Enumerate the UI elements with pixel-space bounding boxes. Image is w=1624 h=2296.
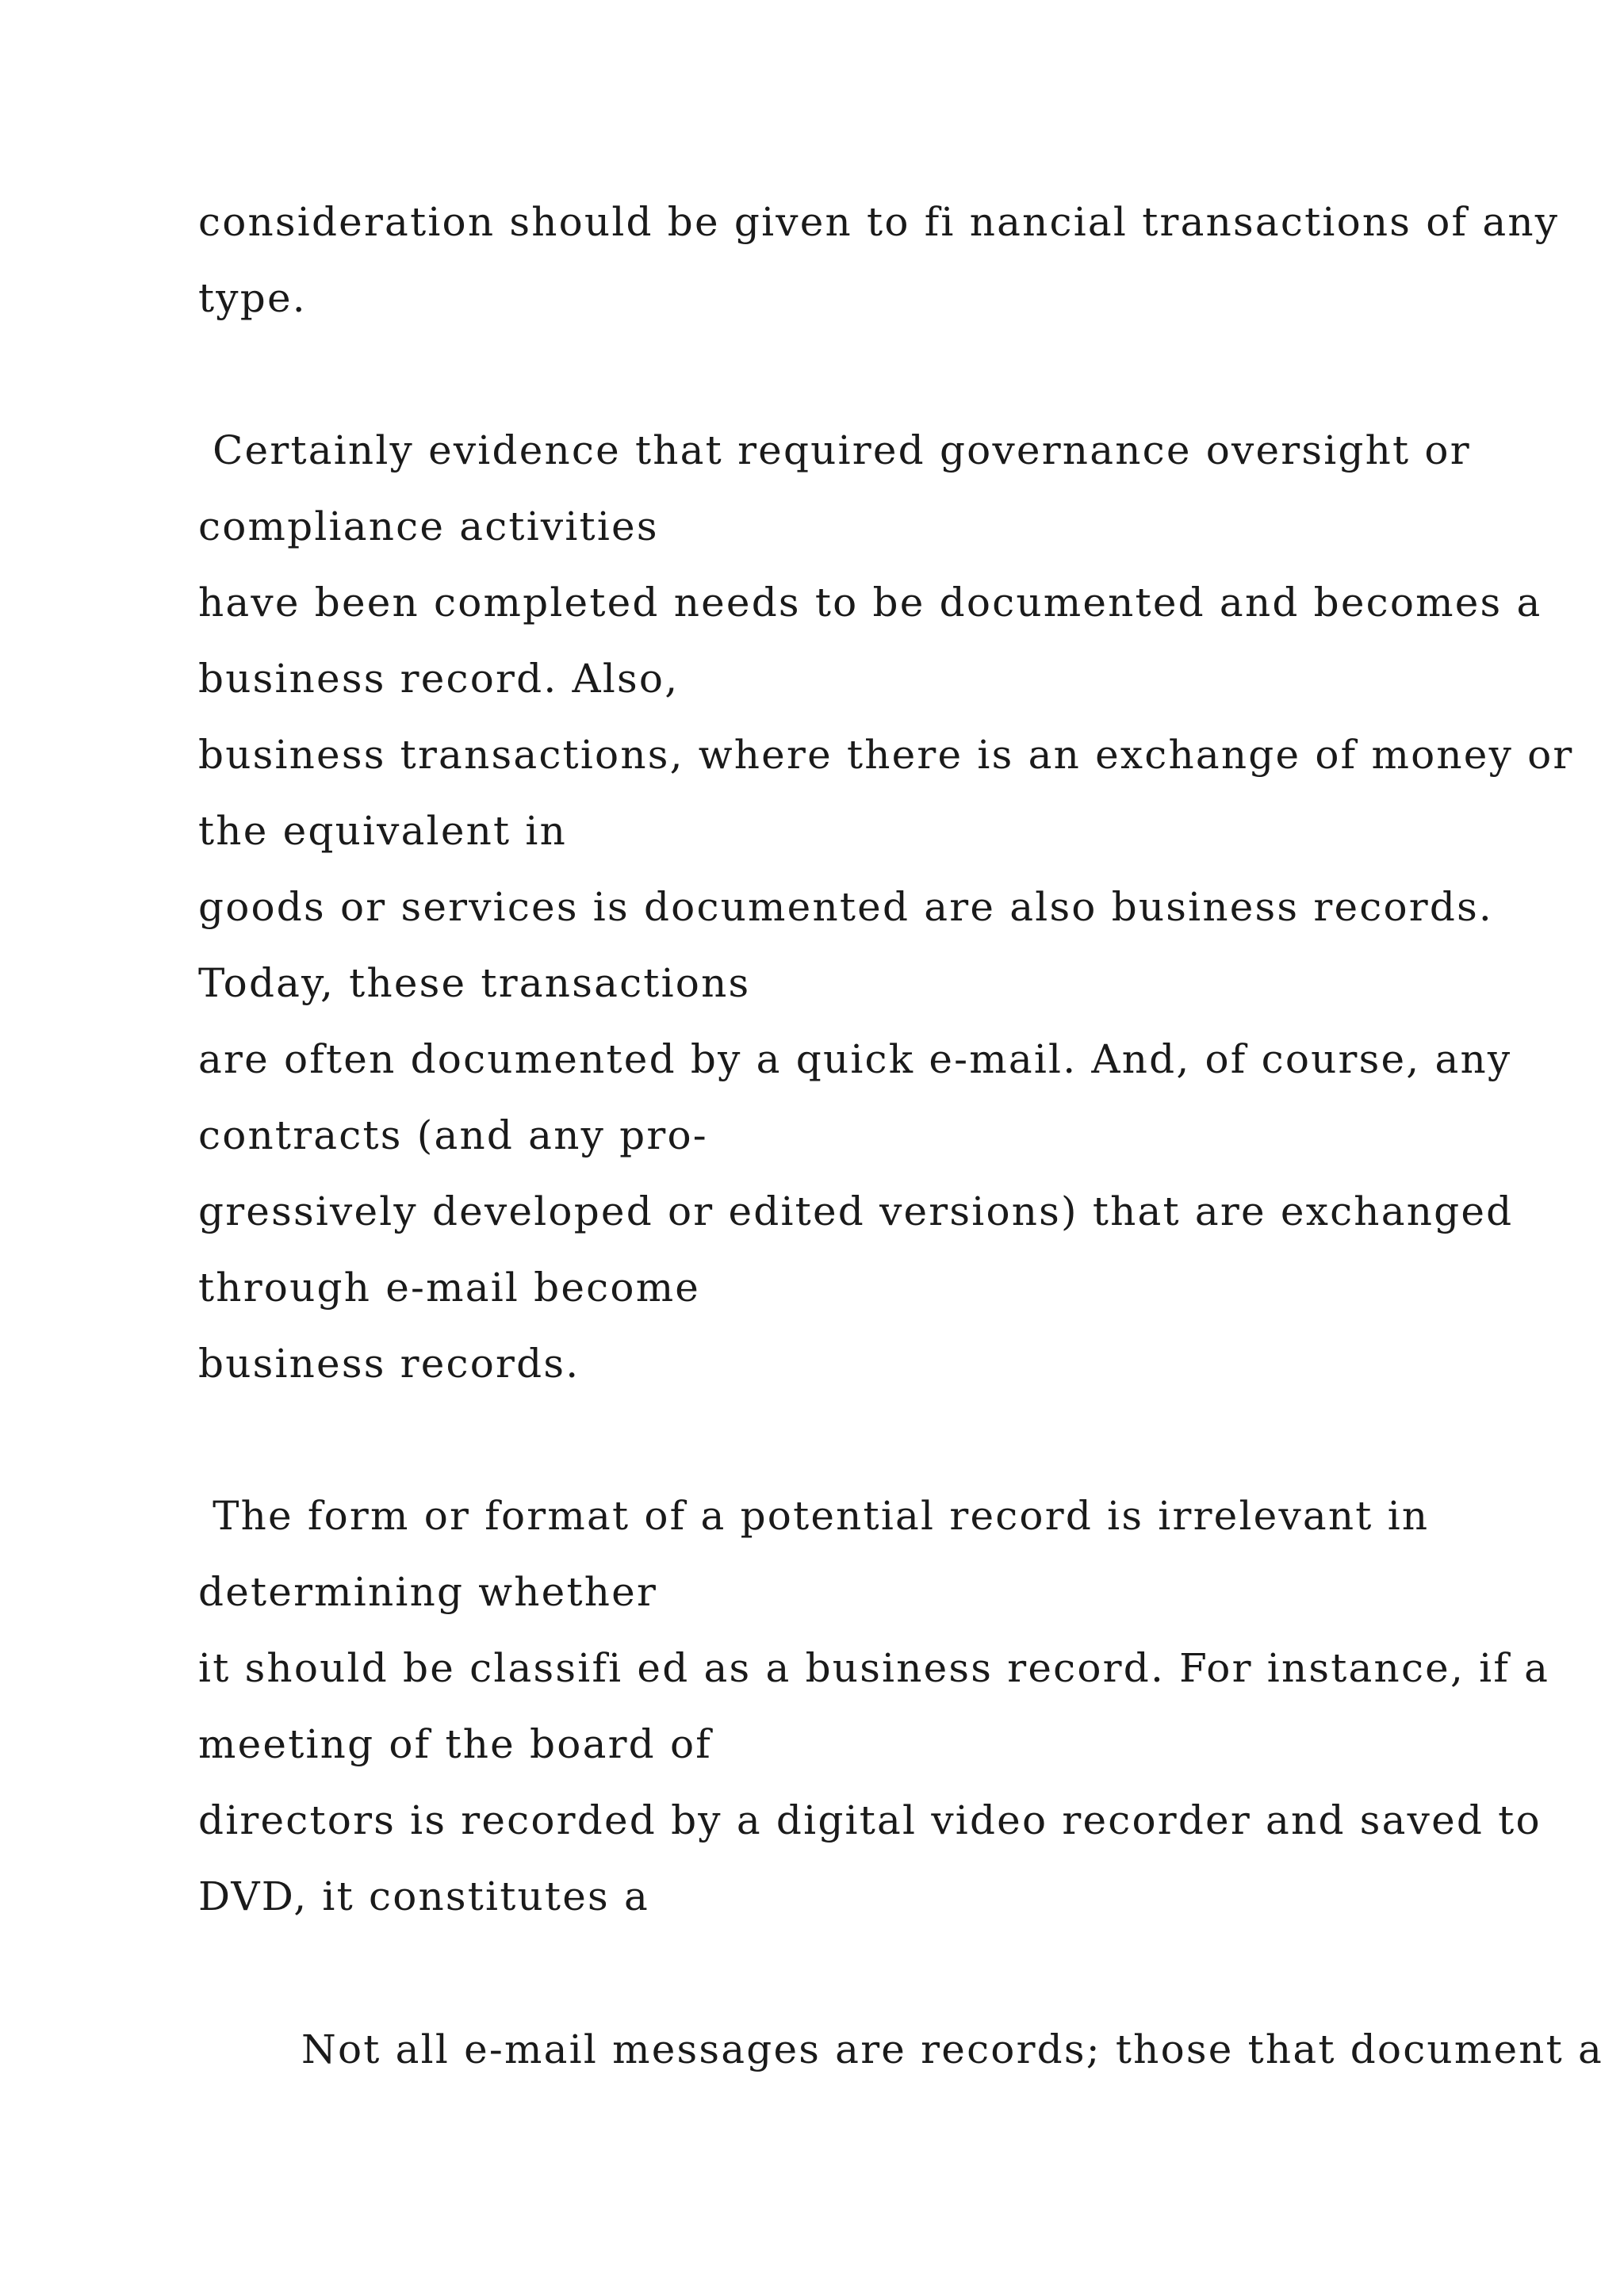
text-line: business records. (198, 1341, 580, 1387)
text-line: gressively developed or edited versions) that are exchanged (198, 1188, 1514, 1234)
text-line: business transactions, where there is an exchange of money or (198, 732, 1574, 778)
text-line: business record. Also, (198, 656, 680, 702)
text-line: determining whether (198, 1569, 658, 1615)
text-line: it should be classifi ed as a business record. For instance, if a (198, 1645, 1550, 1691)
text-line: Not all e-mail messages are records; those that document a (301, 2026, 1604, 2072)
text-line: the equivalent in (198, 808, 567, 854)
text-line: Today, these transactions (198, 960, 751, 1006)
text-line: directors is recorded by a digital video recorder and saved to (198, 1797, 1542, 1843)
text-line: are often documented by a quick e-mail. And, of course, any (198, 1036, 1512, 1082)
text-line: goods or services is documented are also business records. (198, 884, 1494, 930)
text-line: have been completed needs to be documented and becomes a (198, 580, 1542, 626)
text-line: type. (198, 275, 307, 321)
text-line: consideration should be given to fi nancial transactions of any (198, 199, 1560, 245)
text-line: contracts (and any pro- (198, 1112, 708, 1158)
text-line: through e-mail become (198, 1265, 701, 1311)
text-line: Certainly evidence that required governance oversight or (198, 427, 1471, 473)
text-line: compliance activities (198, 503, 659, 549)
text-line: DVD, it constitutes a (198, 1873, 649, 1919)
text-line: The form or format of a potential record is irrelevant in (198, 1493, 1430, 1539)
text-line: meeting of the board of (198, 1721, 712, 1767)
